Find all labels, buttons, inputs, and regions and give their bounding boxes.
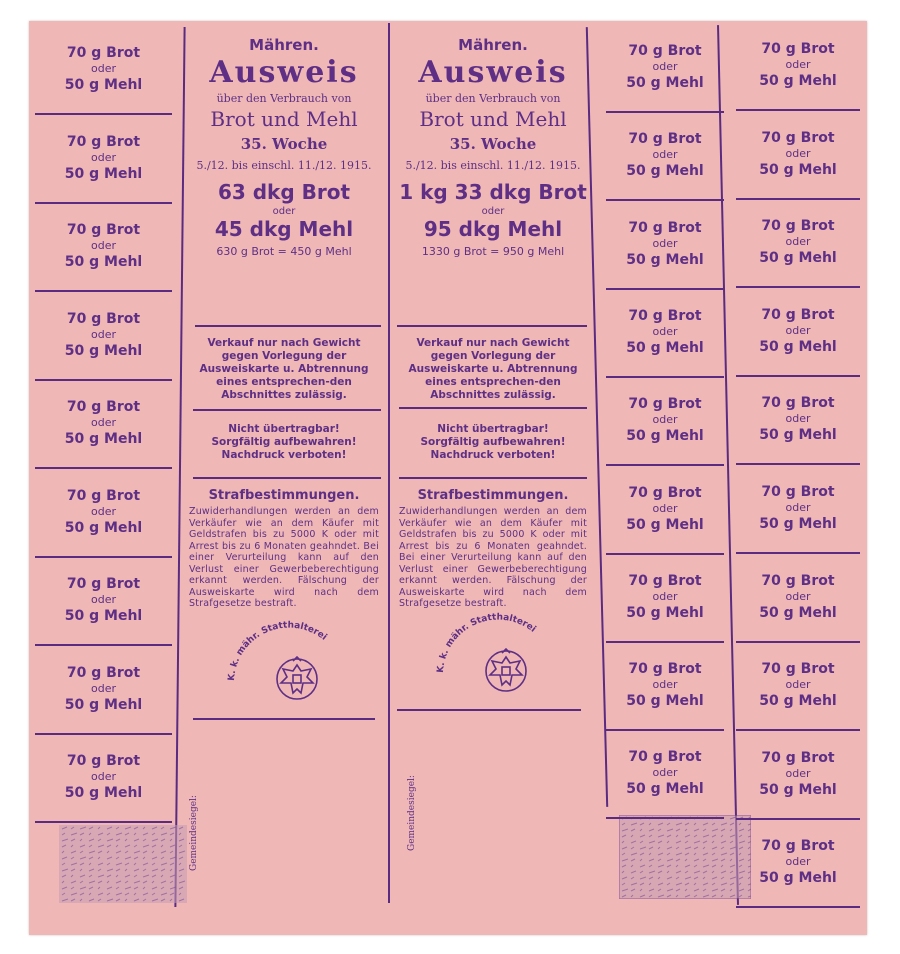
bread-flour-coupon xyxy=(31,25,176,113)
coupon-flour-label: 50 g Mehl xyxy=(64,77,143,93)
bread-flour-coupon xyxy=(31,114,176,202)
coupon-bread-label: 70 g Brot xyxy=(761,661,835,678)
separator xyxy=(193,477,381,479)
bread-flour-coupon xyxy=(732,287,864,375)
seal-caption: K. k. mähr. Statthalterei xyxy=(435,612,538,674)
coupon-oder-label: oder xyxy=(90,681,116,695)
perforation-line xyxy=(606,817,724,819)
coupon-oder-label: oder xyxy=(90,593,116,606)
penalty-text: Zuwiderhandlungen werden an dem Verkäufer wie an dem Käufer mit Geldstrafen bis zu 5000 K oder mit Arrest bis zu 6 Monaten geahndet. Bei einer Verurteilung kann auf den Verlust einer Gewerbeberechtigung erkannt werden. Fälschung der Ausweiskarte wird nach dem Strafgesetze bestraft. xyxy=(189,506,379,609)
penalty-title: Strafbestimmungen. xyxy=(208,488,360,503)
bread-flour-coupon xyxy=(31,556,176,644)
bread-flour-coupon xyxy=(732,641,864,729)
coupon-flour-label: 50 g Mehl xyxy=(64,342,143,359)
bread-flour-coupon xyxy=(732,110,864,198)
bread-flour-coupon xyxy=(31,291,176,379)
penalty-block xyxy=(391,489,595,610)
region-label: Mähren. xyxy=(249,36,319,54)
coupon-oder-label: oder xyxy=(785,146,811,160)
coupon-oder-label: oder xyxy=(652,236,678,250)
coupon-bread-label: 70 g Brot xyxy=(628,307,702,324)
coupon-flour-label: 50 g Mehl xyxy=(759,870,837,887)
bread-flour-coupon xyxy=(732,375,864,463)
coupon-flour-label: 50 g Mehl xyxy=(759,73,837,89)
coupon-flour-label: 50 g Mehl xyxy=(64,785,143,801)
coupon-oder-label: oder xyxy=(90,327,116,341)
separator xyxy=(193,718,375,720)
warning-no-reprint: Nachdruck verboten! xyxy=(221,449,347,461)
bread-flour-coupon xyxy=(602,376,728,464)
coupon-oder-label: oder xyxy=(785,589,811,603)
bread-flour-coupon xyxy=(602,729,728,817)
municipal-seal-label: Gemeindesiegel: xyxy=(189,795,199,871)
separator xyxy=(195,325,381,327)
bread-flour-coupon xyxy=(732,553,864,641)
coupon-bread-label: 70 g Brot xyxy=(761,838,835,855)
bread-flour-coupon xyxy=(31,202,176,290)
coupon-flour-label: 50 g Mehl xyxy=(64,254,143,270)
coupon-flour-label: 50 g Mehl xyxy=(759,161,837,178)
coupon-flour-label: 50 g Mehl xyxy=(64,696,143,713)
coupon-bread-label: 70 g Brot xyxy=(628,749,702,766)
coupon-oder-label: oder xyxy=(90,239,116,252)
coupon-flour-label: 50 g Mehl xyxy=(759,781,837,798)
sale-notice: Verkauf nur nach Gewicht gegen Vorlegung der Ausweiskarte u. Abtrennung eines entsprechen-den Abschnittes zulässig. xyxy=(199,337,369,401)
separator xyxy=(399,407,587,409)
equivalence-label: 630 g Brot = 450 g Mehl xyxy=(216,245,352,258)
penalty-title: Strafbestimmungen. xyxy=(417,488,569,503)
coupon-oder-label: oder xyxy=(652,60,678,73)
date-range: 5./12. bis einschl. 11./12. 1915. xyxy=(405,159,581,172)
coupon-flour-label: 50 g Mehl xyxy=(626,428,704,445)
card-title: Ausweis xyxy=(209,55,359,90)
warning-no-reprint: Nachdruck verboten! xyxy=(430,449,556,461)
coupon-oder-label: oder xyxy=(785,58,811,71)
coupon-bread-label: 70 g Brot xyxy=(66,310,141,327)
date-range: 5./12. bis einschl. 11./12. 1915. xyxy=(196,159,372,172)
coupon-oder-label: oder xyxy=(785,501,811,514)
double-eagle-seal-icon xyxy=(209,611,359,701)
cancellation-stamp-area xyxy=(59,825,187,903)
coupon-flour-label: 50 g Mehl xyxy=(759,427,837,444)
bread-flour-coupon xyxy=(31,468,176,556)
bread-flour-coupon xyxy=(31,645,176,733)
coupon-oder-label: oder xyxy=(90,416,116,429)
bread-flour-coupon xyxy=(732,730,864,818)
separator xyxy=(399,477,587,479)
coupon-oder-label: oder xyxy=(785,766,811,780)
coupon-flour-label: 50 g Mehl xyxy=(759,516,837,532)
sale-notice: Verkauf nur nach Gewicht gegen Vorlegung der Ausweiskarte u. Abtrennung eines entsprechen-den Abschnittes zulässig. xyxy=(408,337,578,401)
coupon-flour-label: 50 g Mehl xyxy=(759,338,837,355)
coupon-oder-label: oder xyxy=(90,150,116,164)
bread-flour-coupon xyxy=(602,641,728,729)
separator xyxy=(193,409,381,411)
coupon-bread-label: 70 g Brot xyxy=(628,396,702,413)
coupon-flour-label: 50 g Mehl xyxy=(626,693,704,710)
penalty-text: Zuwiderhandlungen werden an dem Verkäufer wie an dem Käufer mit Geldstrafen bis zu 5000 K oder mit Arrest bis zu 6 Monaten geahndet. Bei einer Verurteilung kann auf den Verlust einer Gewerbeberechtigung erkannt werden. Fälschung der Ausweiskarte wird nach dem Strafgesetze bestraft. xyxy=(399,506,587,609)
coupon-flour-label: 50 g Mehl xyxy=(626,339,704,356)
coupon-flour-label: 50 g Mehl xyxy=(64,519,143,536)
separator xyxy=(397,709,581,711)
coupon-oder-label: oder xyxy=(90,504,116,518)
coupon-bread-label: 70 g Brot xyxy=(66,45,141,61)
coupon-bread-label: 70 g Brot xyxy=(628,43,702,59)
coupon-bread-label: 70 g Brot xyxy=(761,484,835,500)
coupon-flour-label: 50 g Mehl xyxy=(626,604,704,621)
coupon-oder-label: oder xyxy=(652,413,678,427)
card-subtitle: über den Verbrauch von xyxy=(425,92,561,105)
card-products: Brot und Mehl xyxy=(210,107,358,131)
bread-flour-coupon xyxy=(602,200,728,288)
coupon-flour-label: 50 g Mehl xyxy=(759,250,837,267)
warning-keep-safe: Sorgfältig aufbewahren! xyxy=(420,436,566,448)
bread-flour-coupon xyxy=(732,464,864,552)
bread-flour-coupon xyxy=(732,818,864,906)
coupon-bread-label: 70 g Brot xyxy=(761,749,835,766)
ration-slip-large xyxy=(391,21,595,921)
warning-not-transferable: Nicht übertragbar! xyxy=(437,423,549,435)
card-products: Brot und Mehl xyxy=(419,107,567,131)
coupon-flour-label: 50 g Mehl xyxy=(626,75,704,91)
bread-flour-coupon xyxy=(602,465,728,553)
coupon-oder-label: oder xyxy=(652,324,678,338)
week-label: 35. Woche xyxy=(240,135,328,153)
bread-amount: 1 kg 33 dkg Brot xyxy=(399,180,587,204)
coupon-oder-label: oder xyxy=(652,678,678,692)
bread-flour-coupon xyxy=(602,23,728,111)
coupon-bread-label: 70 g Brot xyxy=(66,753,141,769)
coupon-oder-label: oder xyxy=(652,589,678,603)
coupon-oder-label: oder xyxy=(785,678,811,692)
coupon-bread-label: 70 g Brot xyxy=(66,487,141,504)
coupon-oder-label: oder xyxy=(785,323,811,337)
card-subtitle: über den Verbrauch von xyxy=(216,92,352,105)
coupon-bread-label: 70 g Brot xyxy=(628,484,702,501)
coupon-bread-label: 70 g Brot xyxy=(66,399,141,415)
coupon-oder-label: oder xyxy=(785,412,811,426)
coupon-bread-label: 70 g Brot xyxy=(761,572,835,589)
coupon-bread-label: 70 g Brot xyxy=(628,572,702,589)
region-label: Mähren. xyxy=(458,36,528,54)
coupon-bread-label: 70 g Brot xyxy=(628,219,702,236)
coupon-flour-label: 50 g Mehl xyxy=(626,516,704,533)
coupon-flour-label: 50 g Mehl xyxy=(626,781,704,798)
coupon-flour-label: 50 g Mehl xyxy=(64,165,143,182)
coupon-flour-label: 50 g Mehl xyxy=(64,608,143,624)
coupon-bread-label: 70 g Brot xyxy=(66,576,141,592)
coupon-bread-label: 70 g Brot xyxy=(66,133,141,150)
double-eagle-seal-icon xyxy=(418,603,568,693)
municipal-seal-label: Gemeindesiegel: xyxy=(407,775,417,851)
bread-flour-coupon xyxy=(602,553,728,641)
coupon-bread-label: 70 g Brot xyxy=(761,306,835,323)
coupon-oder-label: oder xyxy=(652,501,678,515)
bread-flour-coupon xyxy=(31,733,176,821)
coupon-bread-label: 70 g Brot xyxy=(628,661,702,678)
coupon-bread-label: 70 g Brot xyxy=(66,664,141,681)
coupon-oder-label: oder xyxy=(90,770,116,783)
equivalence-label: 1330 g Brot = 950 g Mehl xyxy=(421,245,565,258)
coupon-oder-label: oder xyxy=(785,855,811,869)
bread-amount: 63 dkg Brot xyxy=(217,180,351,204)
warning-not-transferable: Nicht übertragbar! xyxy=(228,423,340,435)
coupon-bread-label: 70 g Brot xyxy=(761,41,835,57)
coupon-flour-label: 50 g Mehl xyxy=(759,693,837,710)
coupon-bread-label: 70 g Brot xyxy=(66,222,141,238)
perforation-line xyxy=(736,906,860,908)
warning-block xyxy=(391,423,595,462)
week-label: 35. Woche xyxy=(449,135,537,153)
perforation-line xyxy=(35,821,172,823)
coupon-oder-label: oder xyxy=(652,148,678,162)
coupon-bread-label: 70 g Brot xyxy=(761,218,835,235)
bread-flour-coupon xyxy=(602,111,728,199)
ration-slip-small xyxy=(181,21,387,921)
flour-amount: 45 dkg Mehl xyxy=(214,217,354,241)
bread-flour-coupon xyxy=(602,288,728,376)
separator xyxy=(397,325,587,327)
ration-card xyxy=(29,21,867,935)
coupon-oder-label: oder xyxy=(785,235,811,249)
divider-line xyxy=(388,23,390,903)
penalty-block xyxy=(181,489,387,610)
coupon-bread-label: 70 g Brot xyxy=(761,395,835,412)
flour-amount: 95 dkg Mehl xyxy=(423,217,563,241)
card-title: Ausweis xyxy=(418,55,568,90)
bread-flour-coupon xyxy=(31,379,176,467)
coupon-flour-label: 50 g Mehl xyxy=(626,163,704,180)
coupon-oder-label: oder xyxy=(652,766,678,780)
seal-caption: K. k. mähr. Statthalterei xyxy=(226,620,329,682)
warning-block xyxy=(181,423,387,462)
coupon-flour-label: 50 g Mehl xyxy=(626,251,704,268)
oder-label: oder xyxy=(272,206,296,217)
oder-label: oder xyxy=(481,206,505,217)
coupon-oder-label: oder xyxy=(90,62,116,75)
bread-flour-coupon xyxy=(732,198,864,286)
coupon-flour-label: 50 g Mehl xyxy=(759,604,837,621)
coupon-bread-label: 70 g Brot xyxy=(761,129,835,146)
coupon-flour-label: 50 g Mehl xyxy=(64,431,143,447)
bread-flour-coupon xyxy=(732,21,864,109)
warning-keep-safe: Sorgfältig aufbewahren! xyxy=(211,436,357,448)
coupon-bread-label: 70 g Brot xyxy=(628,131,702,148)
